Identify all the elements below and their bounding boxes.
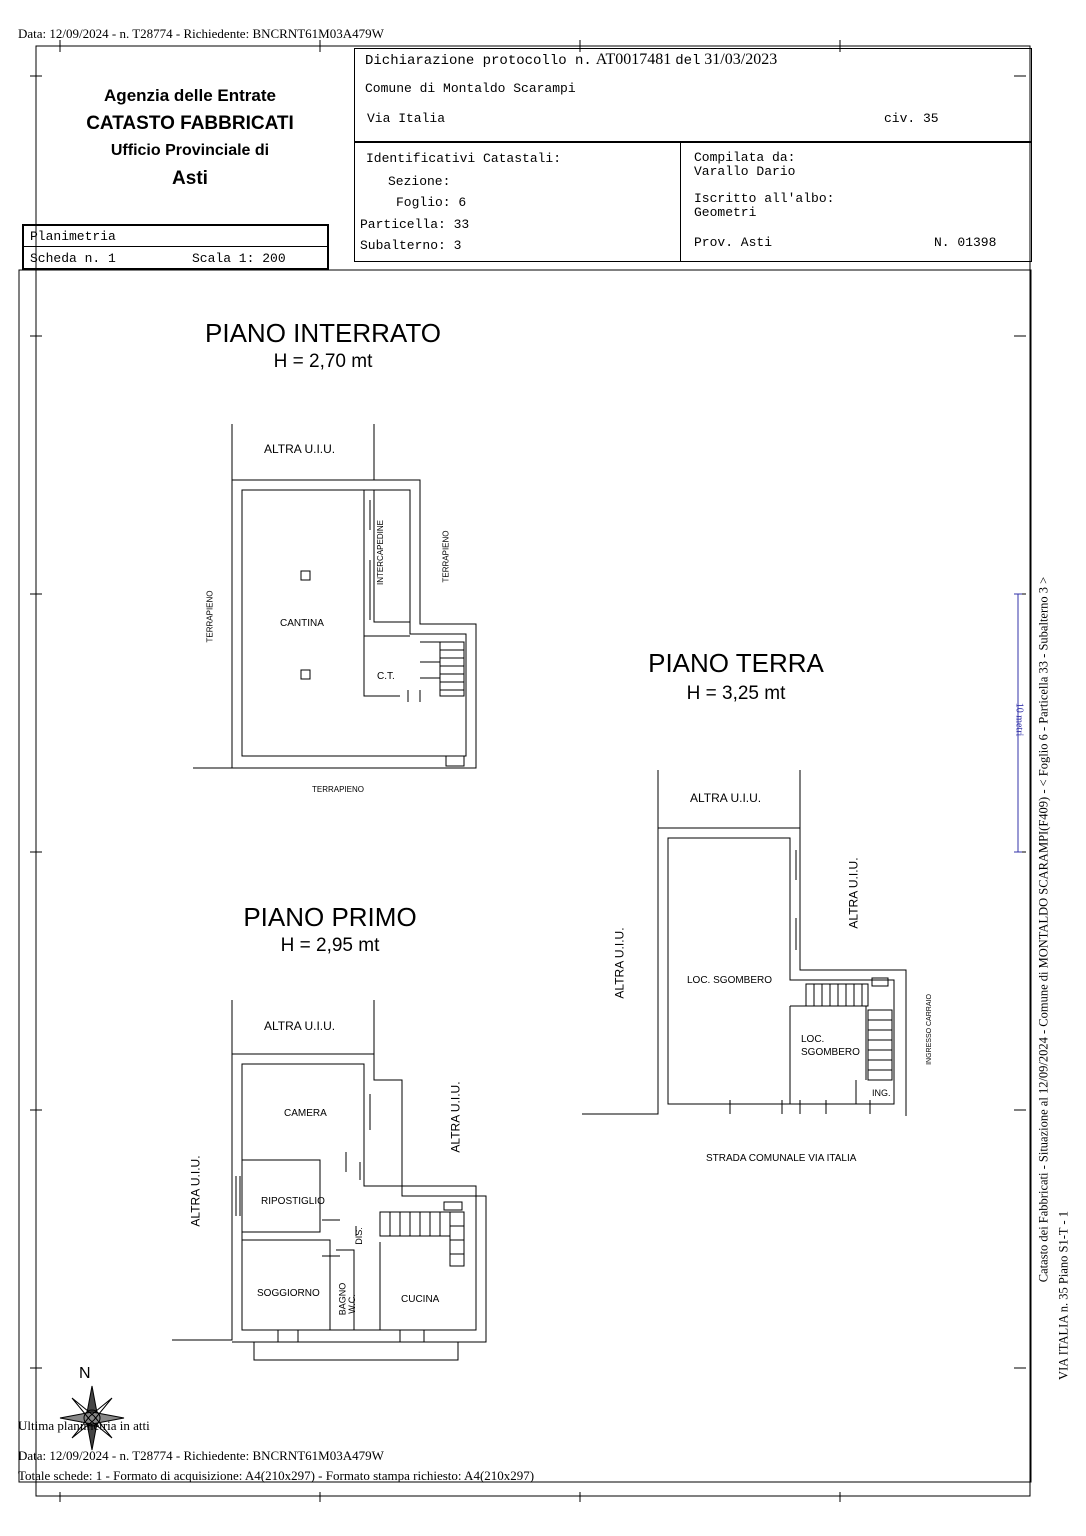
loc2-line1: LOC. xyxy=(801,1034,825,1045)
scala-label: Scala 1: 200 xyxy=(192,251,286,266)
ultima-planimetria: Ultima planimetria in atti xyxy=(18,1418,150,1433)
ufficio-label: Ufficio Provinciale di xyxy=(110,142,270,159)
identificativi-title: Identificativi Catastali: xyxy=(366,151,562,166)
sezione-label: Sezione: xyxy=(388,174,451,189)
footer-data-line: Data: 12/09/2024 - n. T28774 - Richiedente: BNCRNT61M03A479W xyxy=(18,1448,384,1463)
catasto-title: CATASTO FABBRICATI xyxy=(86,113,294,134)
side-text-line1: Catasto dei Fabbricati - Situazione al 12/09/2024 - Comune di MONTALDO SCARAMPI(F409) - < Foglio 6 - Particella 33 - Subalterno 3 > xyxy=(1036,576,1051,1283)
terra-altra-top: ALTRA U.I.U. xyxy=(690,791,762,805)
albo-label: Geometri xyxy=(694,205,757,220)
side-text-line2: VIA ITALIA n. 35 Piano S1-T - 1 xyxy=(1056,1211,1071,1380)
comune-line: Comune di Montaldo Scarampi xyxy=(365,81,576,96)
bagno-label: BAGNO xyxy=(337,1282,348,1316)
foglio-label: Foglio: 6 xyxy=(396,195,467,210)
terra-altra-right: ALTRA U.I.U. xyxy=(846,857,861,929)
interrato-height: H = 2,70 mt xyxy=(273,351,373,372)
primo-altra-left: ALTRA U.I.U. xyxy=(188,1155,203,1227)
loc2-line2: SGOMBERO xyxy=(801,1047,860,1058)
north-label: N xyxy=(79,1365,91,1382)
ufficio-city: Asti xyxy=(172,168,208,189)
ct-label: C.T. xyxy=(377,671,395,682)
agency-name: Agenzia delle Entrate xyxy=(104,86,276,105)
primo-altra-top: ALTRA U.I.U. xyxy=(264,1019,336,1033)
wc-label: W.C. xyxy=(346,1294,357,1314)
civico-line: civ. 35 xyxy=(884,111,939,126)
terra-title: PIANO TERRA xyxy=(648,648,824,678)
subalterno-label: Subalterno: 3 xyxy=(360,238,462,253)
via-line: Via Italia xyxy=(367,111,446,126)
cucina-label: CUCINA xyxy=(401,1294,440,1305)
camera-label: CAMERA xyxy=(284,1108,327,1119)
primo-height: H = 2,95 mt xyxy=(280,935,380,956)
dis-label: DIS. xyxy=(353,1227,364,1245)
identificativi-divider xyxy=(680,142,681,262)
compilata-name: Varallo Dario xyxy=(694,164,796,179)
soggiorno-label: SOGGIORNO xyxy=(257,1288,320,1299)
scale-mark-label: 10 metri xyxy=(1013,702,1025,737)
terra-height: H = 3,25 mt xyxy=(686,683,786,704)
terrapieno-right-label: TERRAPIENO xyxy=(441,530,451,583)
provincia-label: Prov. Asti xyxy=(694,235,773,250)
planimetria-label: Planimetria xyxy=(30,229,116,244)
strada-label: STRADA COMUNALE VIA ITALIA xyxy=(706,1153,857,1164)
interrato-altra-uiu: ALTRA U.I.U. xyxy=(264,442,336,456)
compilata-label: Compilata da: xyxy=(694,150,796,165)
footer-totale-line: Totale schede: 1 - Formato di acquisizione: A4(210x297) - Formato stampa richiesto: A4(210x297) xyxy=(18,1468,535,1483)
protocol-line: Dichiarazione protocollo n. AT0017481 del 31/03/2023 xyxy=(365,51,778,69)
terrapieno-bottom-label: TERRAPIENO xyxy=(312,785,365,794)
terrapieno-left-label: TERRAPIENO xyxy=(205,590,215,643)
interrato-title: PIANO INTERRATO xyxy=(205,318,441,348)
top-request-line: Data: 12/09/2024 - n. T28774 - Richiedente: BNCRNT61M03A479W xyxy=(18,26,384,41)
terra-altra-left: ALTRA U.I.U. xyxy=(612,927,627,999)
ingresso-carraio-label: INGRESSO CARRAIO xyxy=(925,994,933,1065)
planimetria-divider xyxy=(22,246,329,247)
primo-altra-right: ALTRA U.I.U. xyxy=(448,1081,463,1153)
scheda-label: Scheda n. 1 xyxy=(30,251,116,266)
ripostiglio-label: RIPOSTIGLIO xyxy=(261,1196,325,1207)
iscritto-label: Iscritto all'albo: xyxy=(694,191,835,206)
primo-title: PIANO PRIMO xyxy=(243,902,417,932)
cantina-label: CANTINA xyxy=(280,618,324,629)
loc-sgombero-label: LOC. SGOMBERO xyxy=(687,975,773,986)
intercapedine-label: INTERCAPEDINE xyxy=(375,520,385,585)
iscrizione-numero: N. 01398 xyxy=(934,235,997,250)
ing-label: ING. xyxy=(872,1088,891,1098)
particella-label: Particella: 33 xyxy=(360,217,470,232)
